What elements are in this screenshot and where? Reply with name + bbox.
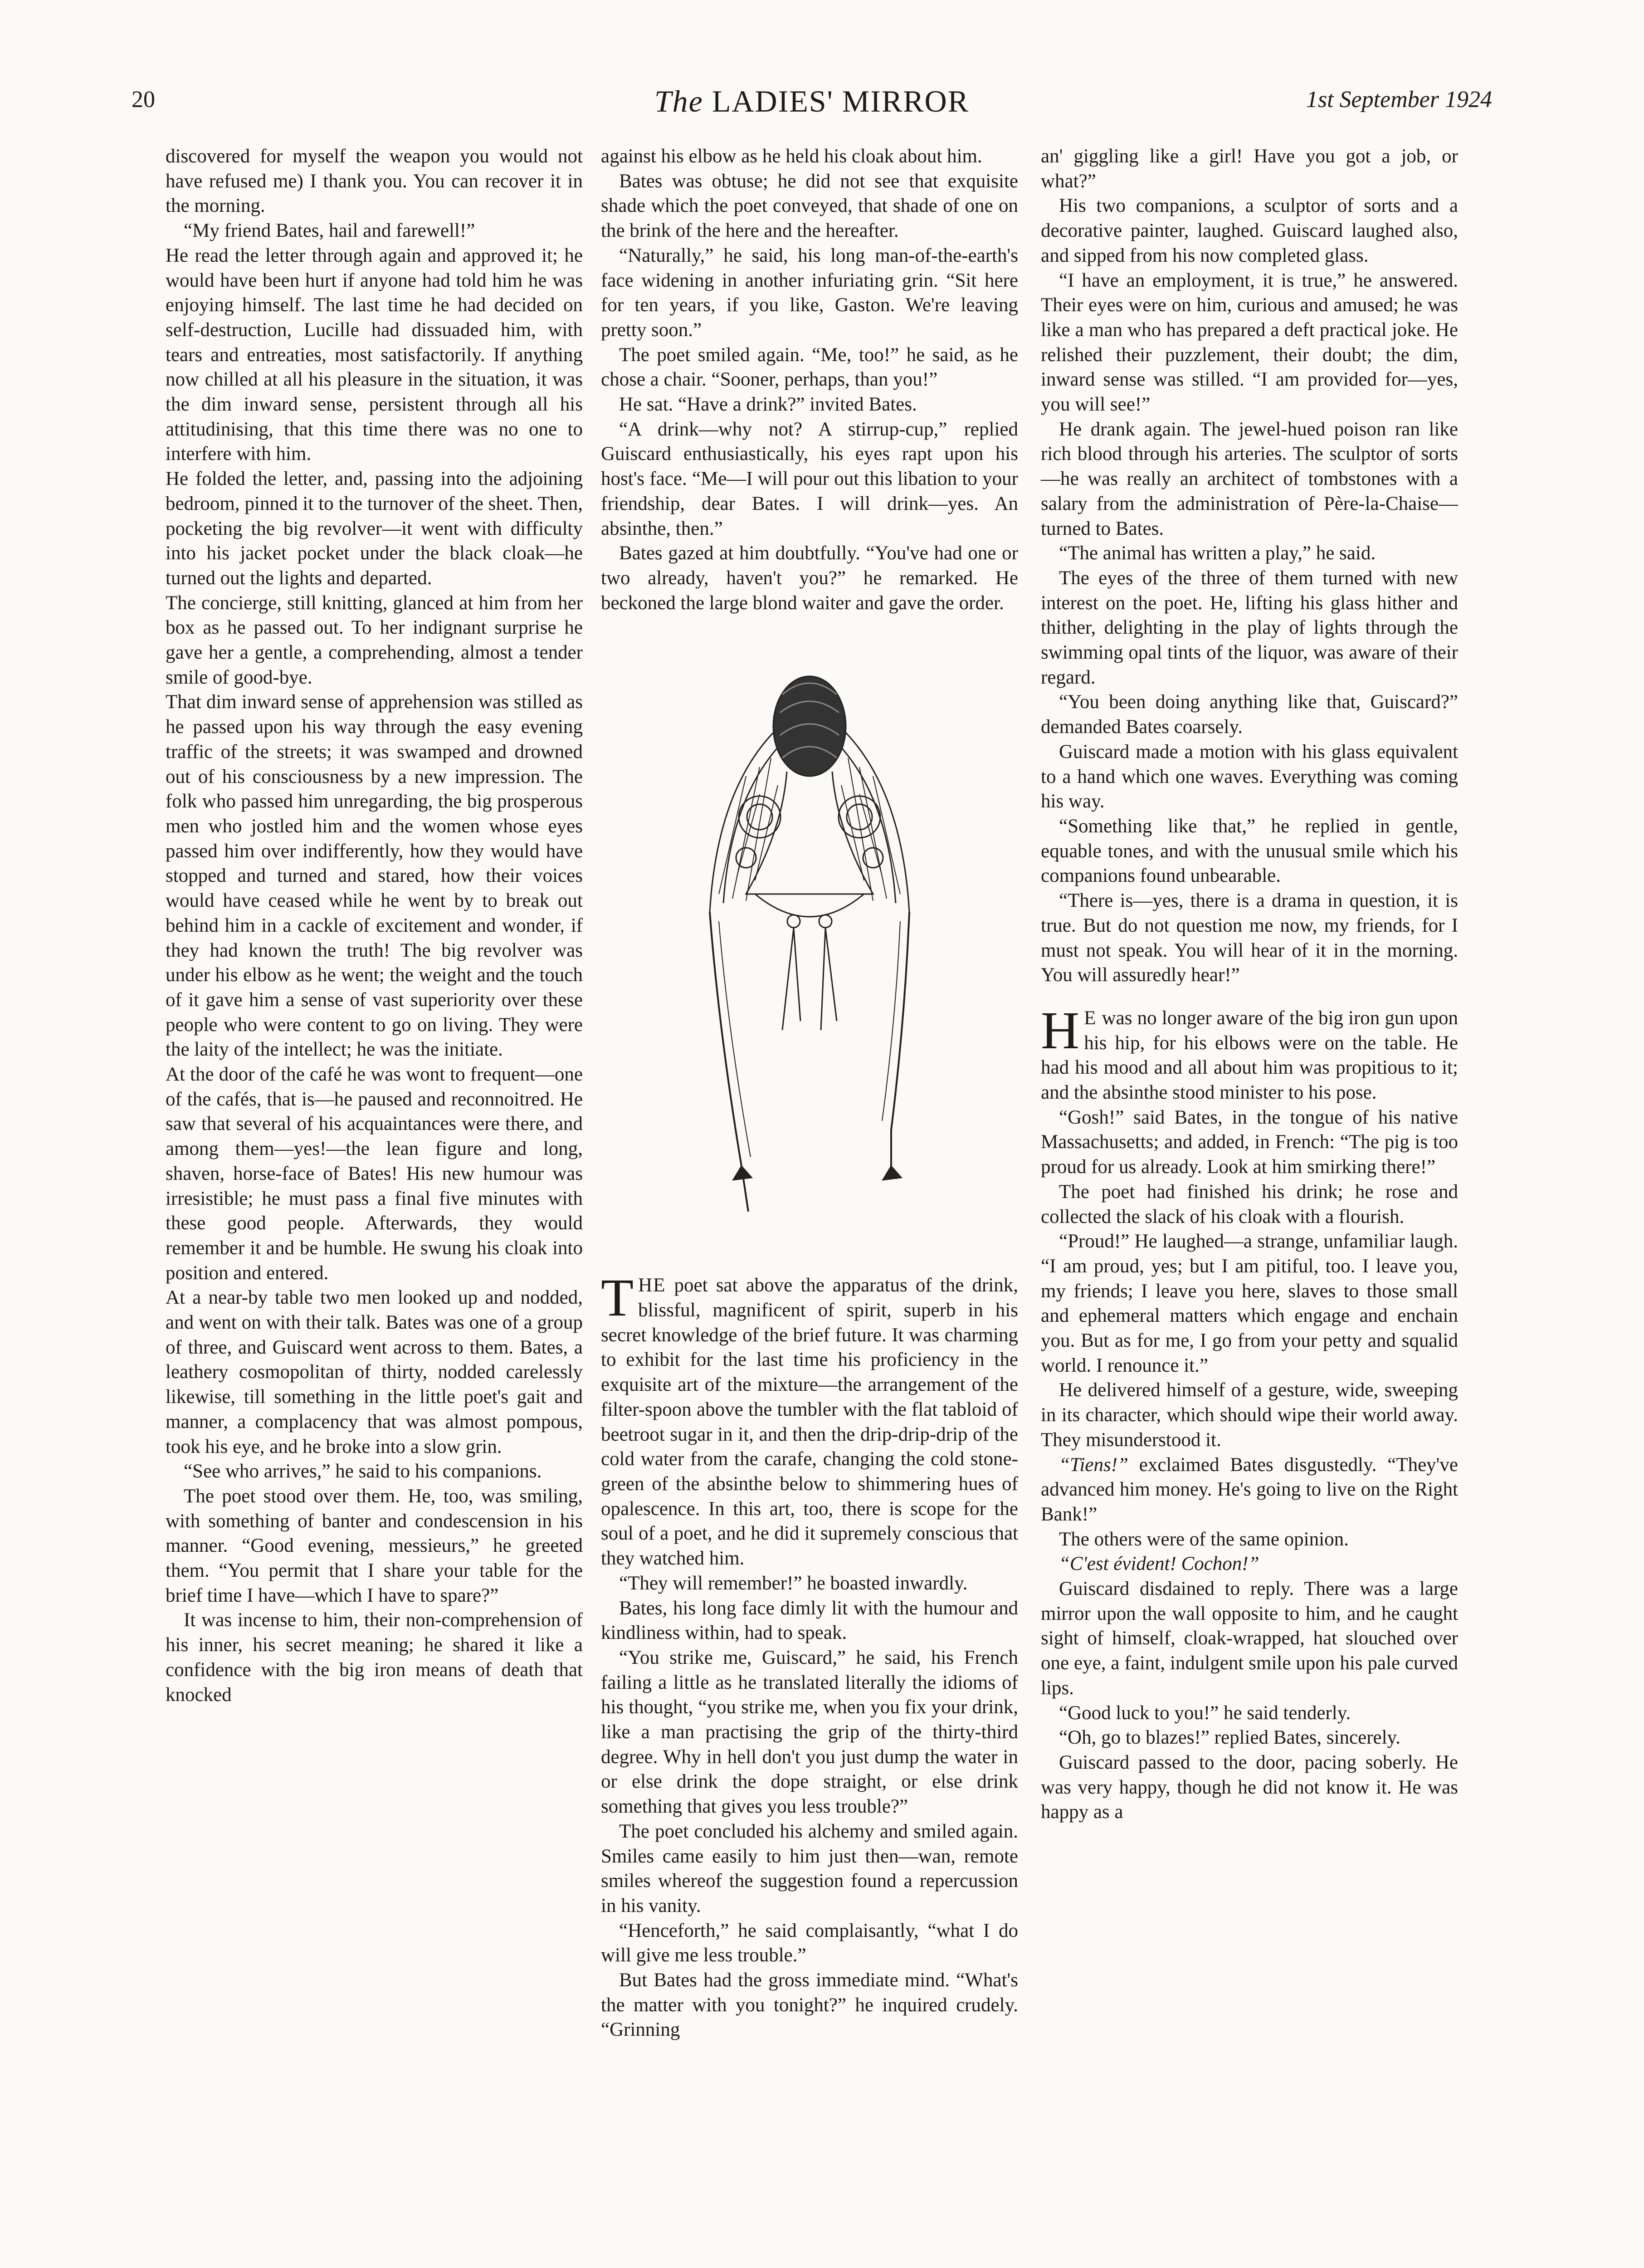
paragraph: At the door of the café he was wont to frequent—one of the cafés, that is—he paused and reconnoitred. He saw that several of his acquaintances were there, and among them—yes!—the lean figure and long, shaven, horse-face of Bates! His new humour was irresistible; he must pass a final five minutes with these good people. Afterwards, they would remember it and be humble. He swung his cloak into position and entered. xyxy=(166,1064,583,1284)
paragraph: “You strike me, Guiscard,” he said, his French failing a little as he translated literally the idioms of his thought, “you strike me, when you fix your drink, like a man practising the grip of the thirty-third degree. Why in hell don't you just dump the water in or else drink the dope straight, or else drink something that gives you less trouble?” xyxy=(601,1647,1018,1818)
paragraph-text: was no longer aware of the big iron gun upon his hip, for his elbows were on the table. He had his mood and all about him was propitious to it; and the absinthe stood minister to his pose. xyxy=(1041,1007,1458,1104)
paragraph: He drank again. The jewel-hued poison ran like rich blood through his arteries. The sculptor of sorts—he was really an architect of tombstones with a salary from the administration of Père-la-Chaise—turned to Bates. xyxy=(1041,418,1458,539)
paragraph-text: exclaimed Bates disgustedly. “They've advanced him money. He's going to live on the Right Bank!” xyxy=(1041,1454,1458,1525)
title-prefix: The xyxy=(654,84,703,118)
illustration-drawing xyxy=(692,622,927,1243)
paragraph: against his elbow as he held his cloak about him. xyxy=(601,146,982,167)
paragraph: He folded the letter, and, passing into the adjoining bedroom, pinned it to the turnover of the sheet. Then, pocketing the big revolver—it went with difficulty into his jacket pocket under the black cloak—he turned out the lights and departed. xyxy=(166,468,583,589)
paragraph-dropcap xyxy=(601,1268,1018,1571)
lead-caps: E xyxy=(1084,1007,1097,1029)
paragraph: He sat. “Have a drink?” invited Bates. xyxy=(619,394,917,415)
paragraph xyxy=(1041,1453,1458,1527)
page-number: 20 xyxy=(132,87,155,112)
drop-cap: H xyxy=(1041,1000,1080,1060)
paragraph: Bates, his long face dimly lit with the humour and kindliness within, had to speak. xyxy=(601,1597,1018,1644)
paragraph: “They will remember!” he boasted inwardly. xyxy=(619,1572,968,1594)
paragraph: Guiscard passed to the door, pacing soberly. He was very happy, though he did not know it. He was happy as a xyxy=(1041,1752,1458,1823)
paragraph: “You been doing anything like that, Guiscard?” demanded Bates coarsely. xyxy=(1041,691,1458,738)
paragraph: The others were of the same opinion. xyxy=(1059,1528,1349,1550)
paragraph: His two companions, a sculptor of sorts and a decorative painter, laughed. Guiscard laughed also, and sipped from his now completed glass. xyxy=(1041,195,1458,266)
drop-cap: T xyxy=(601,1268,634,1328)
paragraph: At a near-by table two men looked up and nodded, and went on with their talk. Bates was one of a group of three, and Guiscard went across to them. Bates, a leathery cosmopolitan of thirty, nodded carelessly likewise, till something in the little poet's gait and manner, a complacency that was almost pompous, took his eye, and he broke into a slow grin. xyxy=(166,1287,583,1457)
woman-with-headdress-illustration xyxy=(601,622,1018,1243)
paragraph xyxy=(1041,1552,1458,1577)
paragraph: Bates gazed at him doubtfully. “You've had one or two already, haven't you?” he remarked. He beckoned the large blond waiter and gave the order. xyxy=(601,543,1018,614)
paragraph: “Proud!” He laughed—a strange, unfamiliar laugh. “I am proud, yes; but I am pitiful, too. I leave you, my friends; I leave you here, slaves to those small and ephemeral matters which engage and enchain you. But as for me, I go from your petty and squalid world. I renounce it.” xyxy=(1041,1231,1458,1376)
paragraph: “Naturally,” he said, his long man-of-the-earth's face widening in another infuriating grin. “Sit here for ten years, if you like, Gaston. We're leaving pretty soon.” xyxy=(601,244,1018,341)
paragraph: “I have an employment, it is true,” he answered. Their eyes were on him, curious and amused; he was like a man who has prepared a deft practical joke. He relished their puzzlement, their doubt; the dim, inward sense was stilled. “I am provided for—yes, you will see!” xyxy=(1041,269,1458,415)
paragraph: The poet concluded his alchemy and smiled again. Smiles came easily to him just then—wan, remote smiles whereof the suggestion found a repercussion in his vanity. xyxy=(601,1820,1018,1916)
italic-exclamation: “Tiens!” xyxy=(1059,1454,1128,1476)
paragraph-dropcap xyxy=(1041,1000,1458,1105)
paragraph: an' giggling like a girl! Have you got a job, or what?” xyxy=(1041,146,1458,192)
paragraph: It was incense to him, their non-comprehension of his inner, his secret meaning; he shared it like a confidence with the big iron means of death that knocked xyxy=(166,1609,583,1706)
paragraph: But Bates had the gross immediate mind. “What's the matter with you tonight?” he inquired crudely. “Grinning xyxy=(601,1970,1018,2041)
title-main: LADIES' MIRROR xyxy=(703,84,970,118)
paragraph-text: poet sat above the apparatus of the drink, blissful, magnificent of spirit, superb in his secret knowledge of the brief future. It was charming to exhibit for the last time his proficiency in the exquisite art of the mixture—the arrangement of the filter-spoon above the tumbler with the flat tabloid of beetroot sugar in it, and then the drip-drip-drip of the cold water from the carafe, changing the cold stone-green of the absinthe below to shimmering hues of opalescence. In this art, too, there is scope for the soul of a poet, and he did it supremely conscious that they watched him. xyxy=(601,1275,1018,1569)
paragraph: Guiscard made a motion with his glass equivalent to a hand which one waves. Everything was coming his way. xyxy=(1041,741,1458,812)
paragraph: “Gosh!” said Bates, in the tongue of his native Massachusetts; and added, in French: “The pig is too proud for us already. Look at him smirking there!” xyxy=(1041,1106,1458,1178)
paragraph: The poet smiled again. “Me, too!” he said, as he chose a chair. “Sooner, perhaps, than you!” xyxy=(601,344,1018,391)
paragraph: The eyes of the three of them turned with new interest on the poet. He, lifting his glass hither and thither, delighting in the play of lights through the swimming opal tints of the liquor, was aware of their regard. xyxy=(1041,567,1458,688)
paragraph: “Henceforth,” he said complaisantly, “what I do will give me less trouble.” xyxy=(601,1920,1018,1966)
paragraph: “A drink—why not? A stirrup-cup,” replied Guiscard enthusiastically, his eyes rapt upon his host's face. “Me—I will pour out this libation to your friendship, dear Bates. I will drink—yes. An absinthe, then.” xyxy=(601,418,1018,539)
lead-caps: HE xyxy=(638,1275,666,1296)
column-3 xyxy=(1041,144,1458,1825)
column-2 xyxy=(601,144,1018,2043)
paragraph: “Good luck to you!” he said tenderly. xyxy=(1059,1702,1351,1724)
paragraph: “Oh, go to blazes!” replied Bates, sincerely. xyxy=(1059,1727,1401,1749)
column-1 xyxy=(166,144,583,1707)
paragraph: The concierge, still knitting, glanced at him from her box as he passed out. To her indignant surprise he gave her a gentle, a comprehending, almost a tender smile of good-bye. xyxy=(166,592,583,688)
page-header xyxy=(132,86,1492,127)
paragraph: He read the letter through again and approved it; he would have been hurt if anyone had told him he was enjoying himself. The last time he had decided on self-destruction, Lucille had dissuaded him, with tears and entreaties, most satisfactorily. If anything now chilled at all his pleasure in the situation, it was the dim inward sense, persistent through all his attitudinising, that this time there was no one to interfere with him. xyxy=(166,244,583,465)
paragraph: “Something like that,” he replied in gentle, equable tones, and with the unusual smile which his companions found unbearable. xyxy=(1041,815,1458,887)
paragraph: “See who arrives,” he said to his companions. xyxy=(184,1461,542,1482)
paragraph: The poet stood over them. He, too, was smiling, with something of banter and condescension in his manner. “Good evening, messieurs,” he greeted them. “You permit that I share your table for the brief time I have—which I have to spare?” xyxy=(166,1485,583,1606)
paragraph: That dim inward sense of apprehension was stilled as he passed upon his way through the easy evening traffic of the streets; it was swamped and drowned out of his consciousness by a new impression. The folk who passed him unregarding, the big prosperous men who jostled him and the women whose eyes passed him over indifferently, how they would have stopped and turned and stared, how their voices would have ceased while he went by to break out behind him in a cackle of excitement and wonder, if they had known the truth! The big revolver was under his elbow as he went; the weight and the touch of it gave him a sense of vast superiority over these people who were content to go on living. They were the laity of the intellect; he was the initiate. xyxy=(166,691,583,1061)
paragraph: “My friend Bates, hail and farewell!” xyxy=(184,220,475,242)
paragraph: discovered for myself the weapon you would not have refused me) I thank you. You can recover it in the morning. xyxy=(166,146,583,217)
paragraph: He delivered himself of a gesture, wide, sweeping in its character, which should wipe their world away. They misunderstood it. xyxy=(1041,1379,1458,1451)
paragraph: “The animal has written a play,” he said. xyxy=(1059,543,1376,564)
issue-date: 1st September 1924 xyxy=(1306,87,1492,112)
italic-quote: “C'est évident! Cochon!” xyxy=(1059,1553,1259,1575)
paragraph: Bates was obtuse; he did not see that exquisite shade which the poet conveyed, that shade of one on the brink of the here and the hereafter. xyxy=(601,170,1018,242)
paragraph: The poet had finished his drink; he rose and collected the slack of his cloak with a flourish. xyxy=(1041,1181,1458,1227)
paragraph: Guiscard disdained to reply. There was a large mirror upon the wall opposite to him, and he caught sight of himself, cloak-wrapped, hat slouched over one eye, a faint, indulgent smile upon his pale curved lips. xyxy=(1041,1578,1458,1699)
paragraph: “There is—yes, there is a drama in question, it is true. But do not question me now, my friends, for I must not speak. You will hear of it in the morning. You will assuredly hear!” xyxy=(1041,890,1458,986)
magazine-title xyxy=(132,83,1492,119)
